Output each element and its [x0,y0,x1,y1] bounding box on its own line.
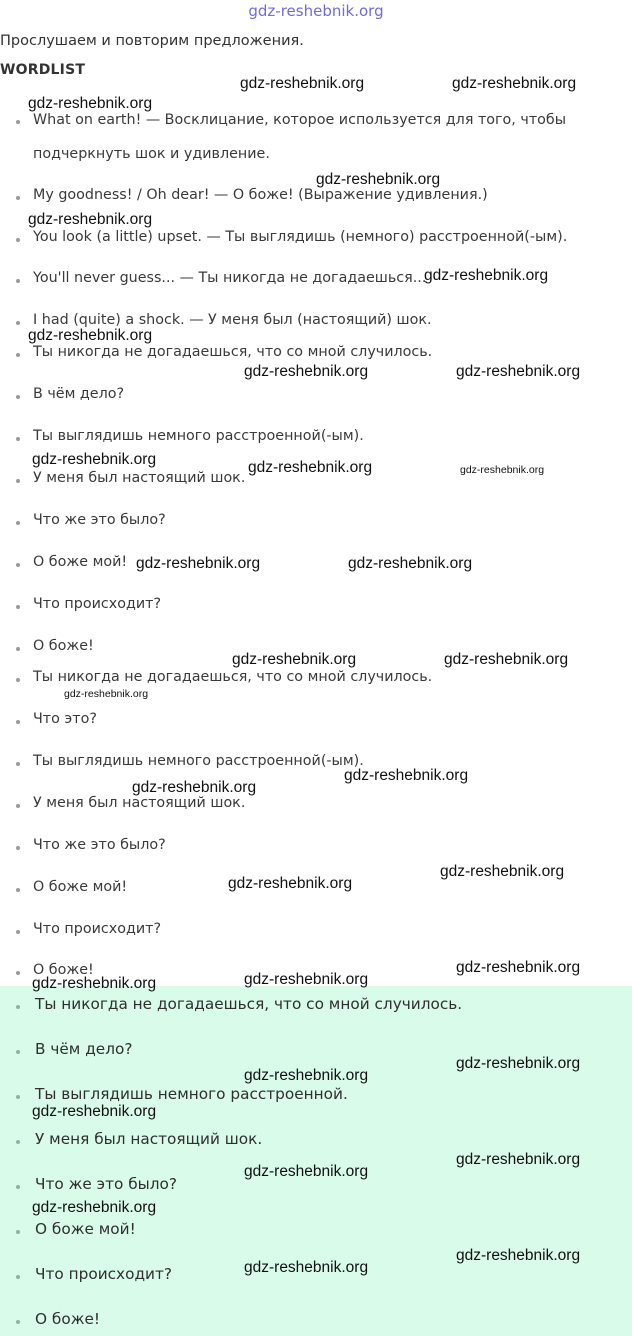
watermark: gdz-reshebnik.org [244,971,369,988]
phrase-text: Ты никогда не догадаешься, что со мной случилось. [33,669,433,685]
watermark: gdz-reshebnik.org [456,1151,581,1168]
phrase-text: Что же это было? [33,512,166,528]
answer-text: О боже мой! [35,1220,136,1238]
watermark: gdz-reshebnik.org [456,1055,581,1072]
bullet-icon [16,1050,20,1054]
phrase-text: У меня был настоящий шок. [33,470,246,486]
watermark: gdz-reshebnik.org [460,464,545,476]
answer-text: В чём дело? [35,1040,133,1058]
bullet-icon [16,437,20,441]
bullet-icon [16,678,20,682]
bullet-icon [16,353,20,357]
wordlist-item-text: I had (quite) a shock. — У меня был (настоящий) шок. [33,312,432,328]
bullet-icon [16,1275,20,1279]
watermark: gdz-reshebnik.org [452,75,577,92]
phrase-text: Что происходит? [33,921,162,937]
wordlist-item-text: You'll never guess... — Ты никогда не догадаешься... [33,270,427,286]
bullet-icon [16,196,20,200]
watermark: gdz-reshebnik.org [456,959,581,976]
phrase-text: О боже мой! [33,879,128,895]
phrase-text: О боже! [33,962,94,978]
watermark: gdz-reshebnik.org [244,363,369,380]
bullet-icon [16,605,20,609]
watermark: gdz-reshebnik.org [244,1259,369,1276]
phrase-text: Что же это было? [33,837,166,853]
watermark: gdz-reshebnik.org [440,863,565,880]
answer-text: О боже! [35,1310,101,1328]
watermark: gdz-reshebnik.org [244,1067,369,1084]
watermark: gdz-reshebnik.org [348,555,473,572]
watermark: gdz-reshebnik.org [64,688,149,700]
watermark: gdz-reshebnik.org [244,1163,369,1180]
watermark: gdz-reshebnik.org [32,1103,157,1120]
phrase-text: В чём дело? [33,386,125,402]
intro-text: Прослушаем и повторим предложения. [0,33,304,49]
bullet-icon [16,279,20,283]
bullet-icon [16,804,20,808]
bullet-icon [16,479,20,483]
watermark: gdz-reshebnik.org [32,1199,157,1216]
answer-text: Что же это было? [35,1175,177,1193]
watermark: gdz-reshebnik.org [28,327,153,344]
wordlist-item-text: My goodness! / Oh dear! — О боже! (Выражение удивления.) [33,187,488,203]
bullet-icon [16,846,20,850]
bullet-icon [16,1095,20,1099]
answer-text: Ты никогда не догадаешься, что со мной случилось. [35,995,463,1013]
phrase-text: Ты никогда не догадаешься, что со мной случилось. [33,344,433,360]
bullet-icon [16,563,20,567]
bullet-icon [16,1230,20,1234]
site-watermark-header: gdz-reshebnik.org [248,2,384,20]
answer-text: Ты выглядишь немного расстроенной. [35,1085,348,1103]
phrase-text: У меня был настоящий шок. [33,795,246,811]
watermark: gdz-reshebnik.org [444,651,569,668]
bullet-icon [16,120,20,124]
phrase-text: О боже! [33,638,94,654]
phrase-text: О боже мой! [33,554,128,570]
answer-text: У меня был настоящий шок. [35,1130,263,1148]
bullet-icon [16,395,20,399]
watermark: gdz-reshebnik.org [240,75,365,92]
bullet-icon [16,1185,20,1189]
bullet-icon [16,720,20,724]
bullet-icon [16,1005,20,1009]
watermark: gdz-reshebnik.org [456,1247,581,1264]
watermark: gdz-reshebnik.org [32,975,157,992]
phrase-text: Что происходит? [33,596,162,612]
answer-text: Что происходит? [35,1265,172,1283]
watermark: gdz-reshebnik.org [344,767,469,784]
bullet-icon [16,971,20,975]
watermark: gdz-reshebnik.org [228,875,353,892]
watermark: gdz-reshebnik.org [232,651,357,668]
watermark: gdz-reshebnik.org [424,267,549,284]
watermark: gdz-reshebnik.org [28,211,153,228]
watermark: gdz-reshebnik.org [132,779,257,796]
bullet-icon [16,762,20,766]
bullet-icon [16,930,20,934]
bullet-icon [16,647,20,651]
watermark: gdz-reshebnik.org [456,363,581,380]
phrase-text: Ты выглядишь немного расстроенной(-ым). [33,428,364,444]
wordlist-title: WORDLIST [0,62,86,78]
watermark: gdz-reshebnik.org [248,459,373,476]
bullet-icon [16,321,20,325]
watermark: gdz-reshebnik.org [136,555,261,572]
wordlist-item-text: You look (a little) upset. — Ты выглядишь (немного) расстроенной(-ым). [33,229,568,245]
watermark: gdz-reshebnik.org [28,95,153,112]
bullet-icon [16,888,20,892]
watermark: gdz-reshebnik.org [32,451,157,468]
bullet-icon [16,238,20,242]
phrase-text: Что это? [33,711,97,727]
watermark: gdz-reshebnik.org [316,171,441,188]
phrase-text: Ты выглядишь немного расстроенной(-ым). [33,753,364,769]
bullet-icon [16,1320,20,1324]
bullet-icon [16,1140,20,1144]
wordlist-item-text: What on earth! — Восклицание, которое используется для того, чтобы подчеркнуть шок и удивление. [33,112,567,162]
bullet-icon [16,521,20,525]
